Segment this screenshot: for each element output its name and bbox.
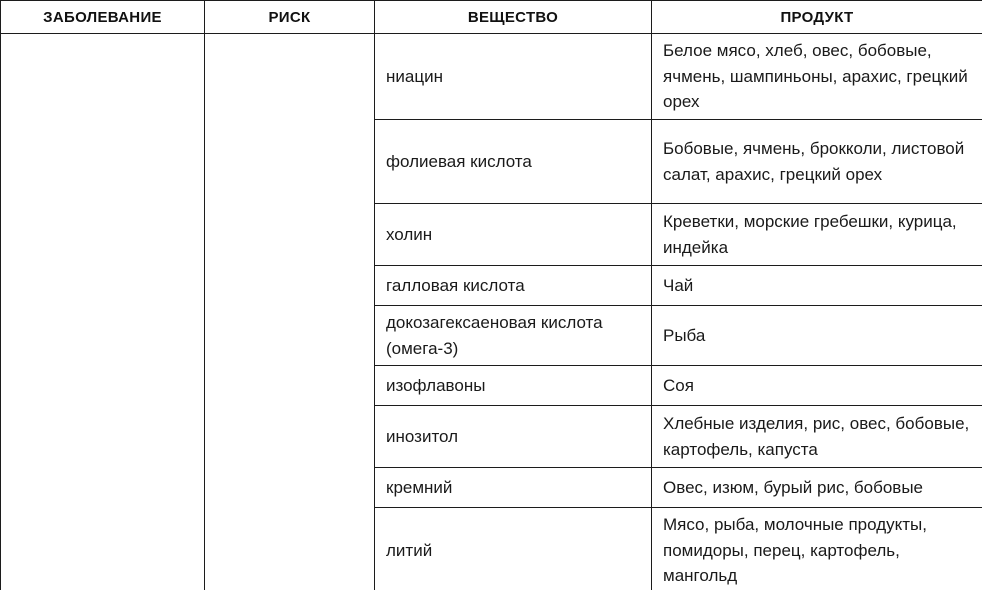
substance-cell: изофлавоны bbox=[375, 366, 652, 406]
substance-cell: ниацин bbox=[375, 34, 652, 120]
table-row bbox=[1, 34, 982, 120]
substance-cell: фолиевая кислота bbox=[375, 120, 652, 204]
product-cell: Рыба bbox=[652, 306, 982, 366]
product-cell: Белое мясо, хлеб, овес, бобовые, ячмень, шампиньоны, арахис, грецкий орех bbox=[652, 34, 982, 120]
product-cell: Соя bbox=[652, 366, 982, 406]
product-cell: Мясо, рыба, молочные продукты, помидоры, перец, картофель, мангольд bbox=[652, 508, 982, 590]
product-cell: Бобовые, ячмень, брокколи, листовой салат, арахис, грецкий орех bbox=[652, 120, 982, 204]
column-header-disease: ЗАБОЛЕВАНИЕ bbox=[1, 1, 205, 34]
substance-cell: литий bbox=[375, 508, 652, 590]
substance-cell: докозагексаеновая кислота (омега-3) bbox=[375, 306, 652, 366]
header-row bbox=[1, 1, 982, 34]
product-cell: Креветки, морские гребешки, курица, индейка bbox=[652, 204, 982, 266]
product-cell: Хлебные изделия, рис, овес, бобовые, картофель, капуста bbox=[652, 406, 982, 468]
substance-cell: инозитол bbox=[375, 406, 652, 468]
product-cell: Чай bbox=[652, 266, 982, 306]
substance-cell: галловая кислота bbox=[375, 266, 652, 306]
column-header-product: ПРОДУКТ bbox=[652, 1, 982, 34]
column-header-risk: РИСК bbox=[205, 1, 375, 34]
product-cell: Овес, изюм, бурый рис, бобовые bbox=[652, 468, 982, 508]
substance-cell: холин bbox=[375, 204, 652, 266]
substance-cell: кремний bbox=[375, 468, 652, 508]
column-header-substance: ВЕЩЕСТВО bbox=[375, 1, 652, 34]
disease-cell bbox=[1, 34, 205, 590]
risk-cell bbox=[205, 34, 375, 590]
